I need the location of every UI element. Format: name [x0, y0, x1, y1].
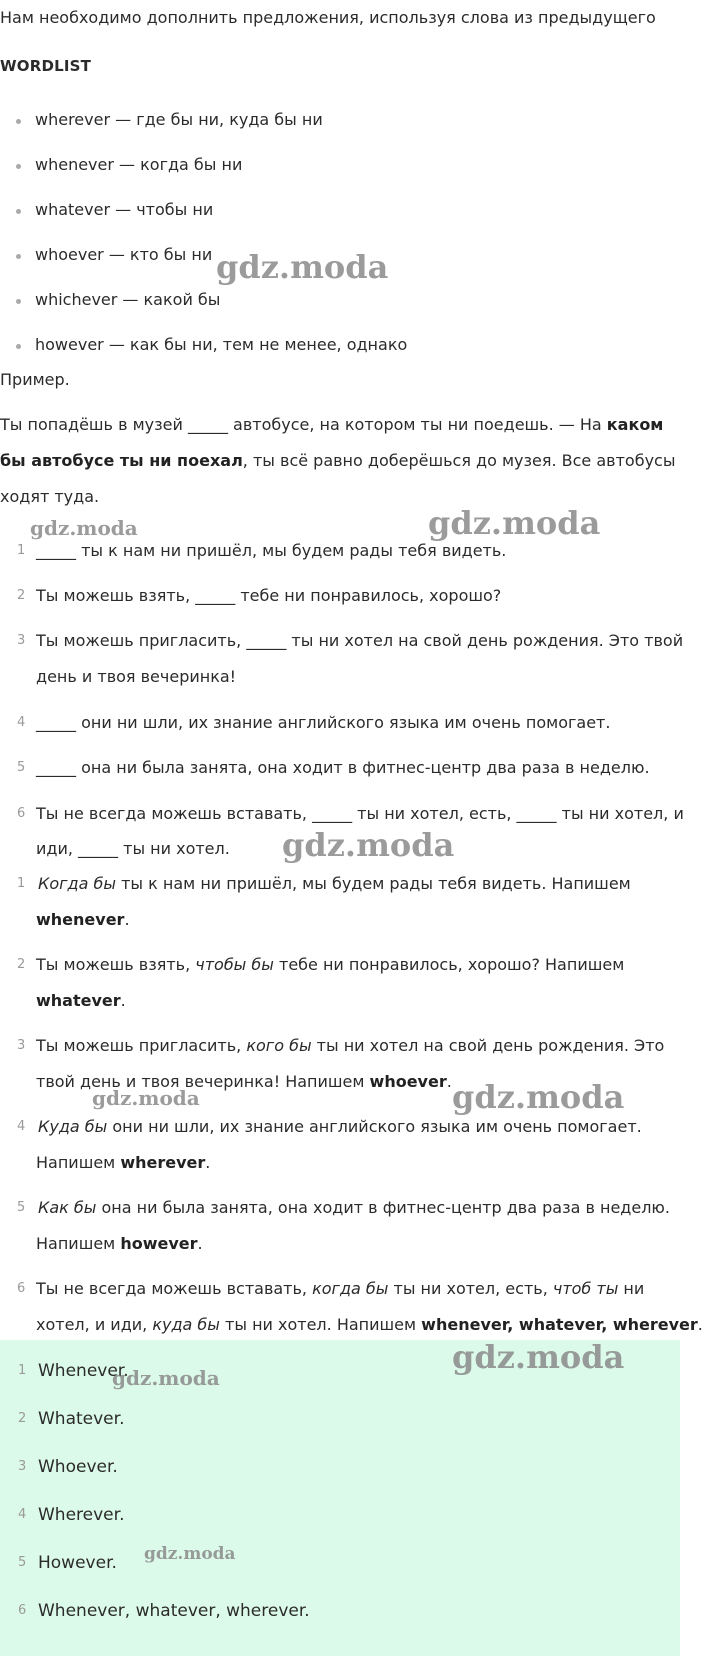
explanation-text: Напишем however. — [36, 1234, 203, 1253]
answer-text: Whatever. — [38, 1409, 125, 1429]
explanation-text: Ты можешь взять, чтобы бы тебе ни понравилось, хорошо? Напишем — [36, 955, 625, 974]
watermark-logo: gdz.moda — [452, 1078, 625, 1116]
explanation-text: Когда бы ты к нам ни пришёл, мы будем рады тебя видеть. Напишем — [38, 874, 631, 893]
explanation-text: whenever. — [36, 910, 130, 929]
explanation-number: 6 — [17, 1281, 26, 1296]
watermark-logo: gdz.moda — [112, 1366, 220, 1390]
task-number: 5 — [17, 760, 26, 775]
explanation-text: Напишем wherever. — [36, 1153, 211, 1172]
watermark-logo: gdz.moda — [144, 1544, 236, 1564]
explanation-text: whatever. — [36, 991, 126, 1010]
explanation-number: 2 — [17, 957, 26, 972]
watermark-logo: gdz.moda — [216, 248, 389, 286]
explanation-text: Ты можешь пригласить, кого бы ты ни хотел на свой день рождения. Это — [36, 1036, 665, 1055]
task-text: Ты не всегда можешь вставать, _____ ты ни хотел, есть, _____ ты ни хотел, и — [36, 804, 684, 823]
task-number: 1 — [17, 543, 26, 558]
explanation-text: Ты не всегда можешь вставать, когда бы ты ни хотел, есть, чтоб ты ни — [36, 1279, 645, 1298]
wordlist-title: WORDLIST — [0, 57, 92, 75]
explanation-number: 5 — [17, 1200, 26, 1215]
bullet-icon — [16, 209, 21, 214]
bullet-icon — [16, 254, 21, 259]
answer-text: Whenever. — [38, 1361, 129, 1381]
list-item: whoever — кто бы ни — [35, 245, 213, 264]
list-item: wherever — где бы ни, куда бы ни — [35, 110, 323, 129]
list-item: however — как бы ни, тем не менее, однако — [35, 335, 408, 354]
answer-box — [0, 1340, 680, 1656]
answer-number: 4 — [18, 1507, 27, 1522]
answer-text: Whoever. — [38, 1457, 118, 1477]
example-label: Пример. — [0, 370, 70, 389]
task-number: 2 — [17, 588, 26, 603]
task-text: _____ ты к нам ни пришёл, мы будем рады тебя видеть. — [36, 541, 507, 560]
explanation-number: 1 — [17, 876, 26, 891]
task-number: 4 — [17, 715, 26, 730]
task-text: Ты можешь пригласить, _____ ты ни хотел на свой день рождения. Это твой — [36, 631, 684, 650]
answer-text: Whenever, whatever, wherever. — [38, 1601, 310, 1621]
explanation-number: 4 — [17, 1119, 26, 1134]
example-line: Ты попадёшь в музей _____ автобусе, на котором ты ни поедешь. — На каком — [0, 415, 664, 434]
task-text: иди, _____ ты ни хотел. — [36, 839, 230, 858]
watermark-logo: gdz.moda — [30, 516, 138, 540]
explanation-text: Куда бы они ни шли, их знание английского языка им очень помогает. — [38, 1117, 642, 1136]
list-item: whenever — когда бы ни — [35, 155, 243, 174]
explanation-text: хотел, и иди, куда бы ты ни хотел. Напишем whenever, whatever, wherever. — [36, 1315, 703, 1334]
bullet-icon — [16, 119, 21, 124]
task-text: _____ она ни была занята, она ходит в фитнес-центр два раза в неделю. — [36, 758, 650, 777]
answer-number: 1 — [18, 1363, 27, 1378]
answer-number: 6 — [18, 1603, 27, 1618]
list-item: whichever — какой бы — [35, 290, 221, 309]
task-text: _____ они ни шли, их знание английского языка им очень помогает. — [36, 713, 611, 732]
task-number: 6 — [17, 806, 26, 821]
explanation-text: Как бы она ни была занята, она ходит в фитнес-центр два раза в неделю. — [38, 1198, 670, 1217]
intro-text: Нам необходимо дополнить предложения, используя слова из предыдущего — [0, 8, 656, 27]
list-item: whatever — чтобы ни — [35, 200, 214, 219]
task-number: 3 — [17, 633, 26, 648]
bullet-icon — [16, 344, 21, 349]
watermark-logo: gdz.moda — [92, 1086, 200, 1110]
task-text: Ты можешь взять, _____ тебе ни понравилось, хорошо? — [36, 586, 502, 605]
answer-text: However. — [38, 1553, 117, 1573]
answer-number: 3 — [18, 1459, 27, 1474]
answer-text: Wherever. — [38, 1505, 125, 1525]
explanation-number: 3 — [17, 1038, 26, 1053]
example-line: ходят туда. — [0, 487, 100, 506]
explanation-text: твой день и твоя вечеринка! Напишем whoever. — [36, 1072, 452, 1091]
answer-number: 2 — [18, 1411, 27, 1426]
watermark-logo: gdz.moda — [452, 1338, 625, 1376]
bullet-icon — [16, 164, 21, 169]
task-text: день и твоя вечеринка! — [36, 667, 237, 686]
watermark-logo: gdz.moda — [428, 504, 601, 542]
answer-number: 5 — [18, 1555, 27, 1570]
bullet-icon — [16, 299, 21, 304]
example-line: бы автобусе ты ни поехал, ты всё равно доберёшься до музея. Все автобусы — [0, 451, 676, 470]
watermark-logo: gdz.moda — [282, 826, 455, 864]
